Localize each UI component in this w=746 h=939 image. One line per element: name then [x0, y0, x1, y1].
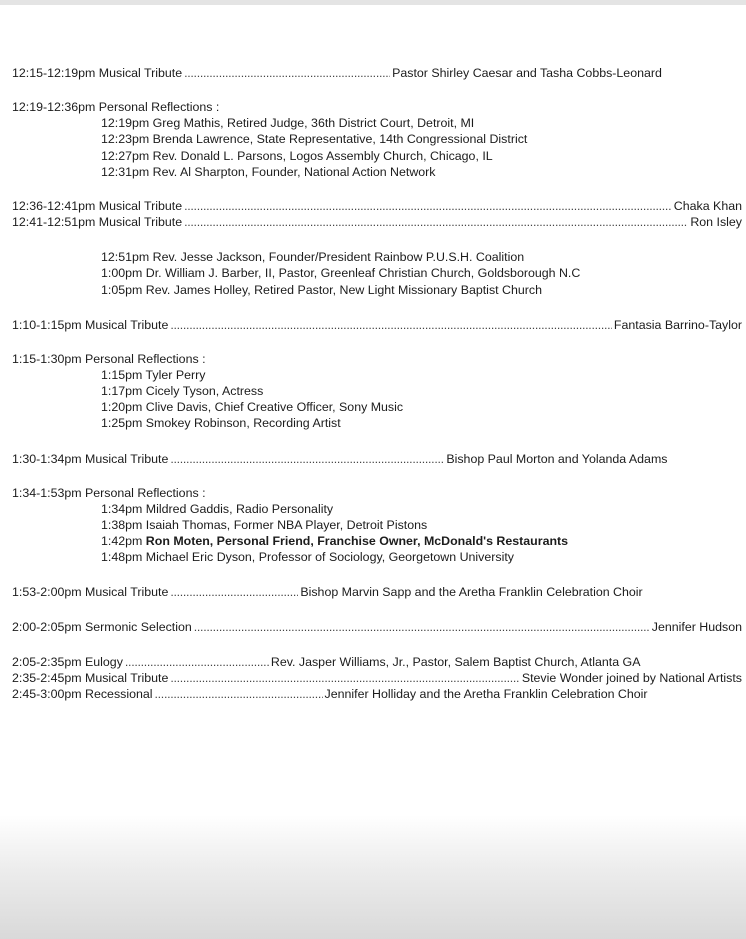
program-time: 12:41-12:51pm Musical Tribute [12, 215, 183, 229]
program-line [12, 670, 742, 686]
program-performer: Stevie Wonder joined by National Artists [521, 671, 742, 685]
program-entry: 1:48pm Michael Eric Dyson, Professor of Sociology, Georgetown University [101, 550, 514, 564]
program-line [12, 198, 742, 214]
program-performer: Rev. Jasper Williams, Jr., Pastor, Salem Baptist Church, Atlanta GA [270, 655, 641, 669]
program-performer: Jennifer Hudson [651, 620, 742, 634]
dot-leader [125, 654, 269, 670]
program-entry: 1:05pm Rev. James Holley, Retired Pastor, New Light Missionary Baptist Church [101, 283, 542, 297]
section-header: 12:19-12:36pm Personal Reflections : [12, 100, 220, 114]
program-time: 2:35-2:45pm Musical Tribute [12, 671, 169, 685]
program-time: 1:10-1:15pm Musical Tribute [12, 318, 169, 332]
bottom-shadow [0, 815, 746, 939]
program-line [12, 214, 742, 230]
program-line [12, 584, 742, 600]
program-performer: Pastor Shirley Caesar and Tasha Cobbs-Leonard [392, 66, 662, 80]
program-entry: 1:38pm Isaiah Thomas, Former NBA Player, Detroit Pistons [101, 518, 428, 532]
program-entry: 1:00pm Dr. William J. Barber, II, Pastor, Greenleaf Christian Church, Goldsborough N.C [101, 266, 581, 280]
program-performer: Jennifer Holliday and the Aretha Franklin Celebration Choir [324, 687, 648, 701]
program-line [12, 451, 742, 467]
entry-time: 1:42pm [101, 534, 143, 548]
program-performer: Chaka Khan [673, 199, 742, 213]
dot-leader [155, 686, 323, 702]
dot-leader [184, 214, 688, 230]
dot-leader [184, 198, 672, 214]
dot-leader [194, 619, 650, 635]
program-entry: 12:31pm Rev. Al Sharpton, Founder, National Action Network [101, 165, 436, 179]
program-entry: 12:19pm Greg Mathis, Retired Judge, 36th District Court, Detroit, MI [101, 116, 475, 130]
program-line [12, 619, 742, 635]
dot-leader [184, 65, 390, 81]
section-header: 1:34-1:53pm Personal Reflections : [12, 486, 206, 500]
program-time: 12:36-12:41pm Musical Tribute [12, 199, 183, 213]
program-entry-highlight [101, 533, 568, 549]
program-entry: 12:27pm Rev. Donald L. Parsons, Logos Assembly Church, Chicago, IL [101, 149, 493, 163]
program-time: 1:30-1:34pm Musical Tribute [12, 452, 169, 466]
program-time: 2:45-3:00pm Recessional [12, 687, 153, 701]
program-performer: Ron Isley [690, 215, 742, 229]
program-time: 1:53-2:00pm Musical Tribute [12, 585, 169, 599]
top-border [0, 0, 746, 5]
program-entry: 1:20pm Clive Davis, Chief Creative Officer, Sony Music [101, 400, 404, 414]
program-performer: Bishop Paul Morton and Yolanda Adams [446, 452, 668, 466]
program-line [12, 317, 742, 333]
program-time: 2:00-2:05pm Sermonic Selection [12, 620, 192, 634]
program-entry: 12:23pm Brenda Lawrence, State Representative, 14th Congressional District [101, 132, 528, 146]
program-time: 12:15-12:19pm Musical Tribute [12, 66, 183, 80]
program-entry: 1:15pm Tyler Perry [101, 368, 206, 382]
dot-leader [170, 584, 298, 600]
dot-leader [170, 670, 519, 686]
entry-text-bold: Ron Moten, Personal Friend, Franchise Owner, McDonald's Restaurants [145, 534, 569, 548]
program-entry: 1:17pm Cicely Tyson, Actress [101, 384, 264, 398]
program-time: 2:05-2:35pm Eulogy [12, 655, 123, 669]
program-line [12, 65, 742, 81]
program-performer: Fantasia Barrino-Taylor [613, 318, 742, 332]
program-line [12, 686, 742, 702]
program-entry: 1:25pm Smokey Robinson, Recording Artist [101, 416, 341, 430]
program-entry: 1:34pm Mildred Gaddis, Radio Personality [101, 502, 334, 516]
dot-leader [170, 451, 444, 467]
section-header: 1:15-1:30pm Personal Reflections : [12, 352, 206, 366]
program-entry: 12:51pm Rev. Jesse Jackson, Founder/President Rainbow P.U.S.H. Coalition [101, 250, 525, 264]
program-line [12, 654, 742, 670]
dot-leader [170, 317, 612, 333]
program-performer: Bishop Marvin Sapp and the Aretha Franklin Celebration Choir [300, 585, 643, 599]
